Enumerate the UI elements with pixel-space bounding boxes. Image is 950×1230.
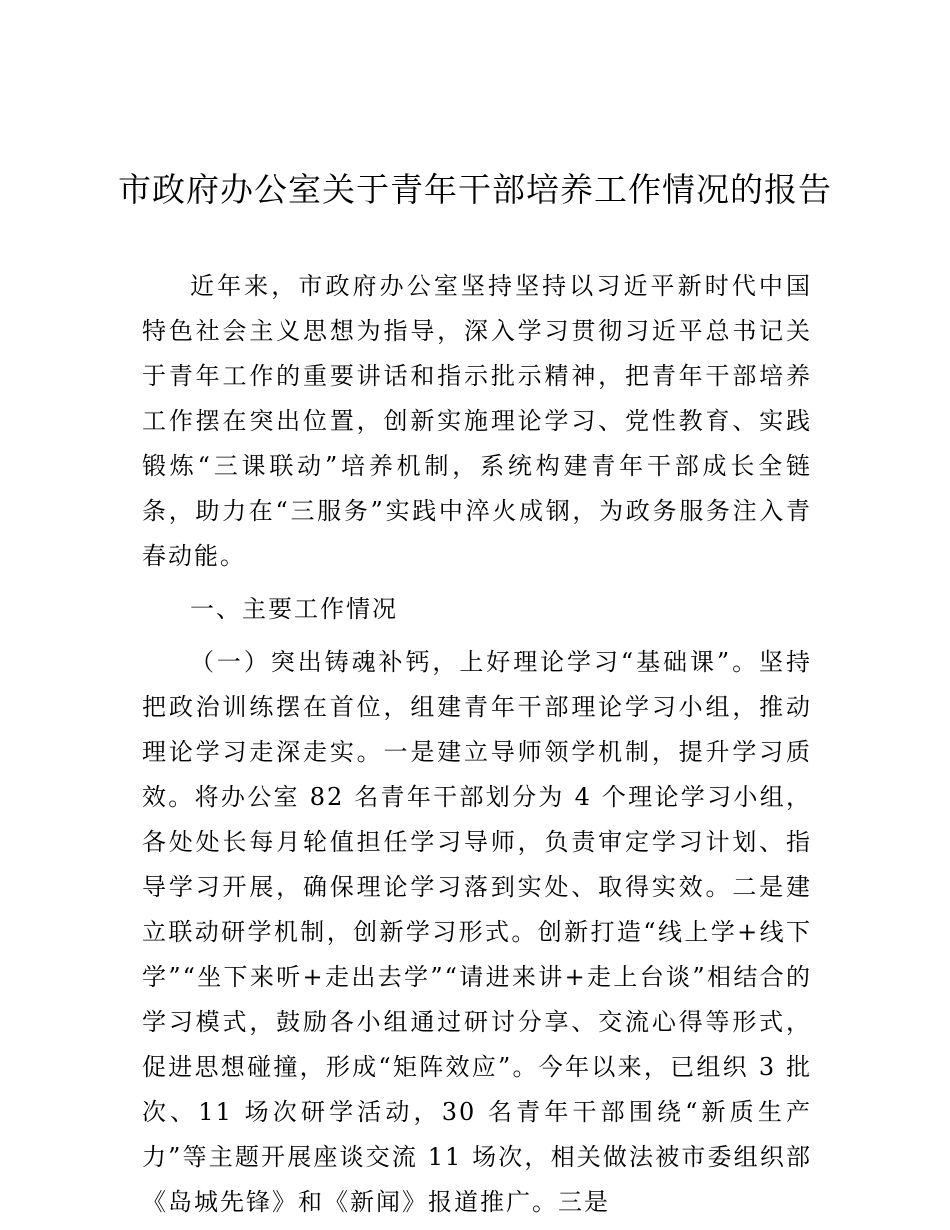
intro-paragraph: 近年来，市政府办公室坚持坚持以习近平新时代中国特色社会主义思想为指导，深入学习贯彻习近平总书记关于青年工作的重要讲话和指示批示精神，把青年干部培养工作摆在突出位置，创新实施理论学习、党性教育、实践锻炼“三课联动”培养机制，系统构建青年干部成长全链条，助力在“三服务”实践中淬火成钢，为政务服务注入青春动能。 <box>142 272 812 570</box>
document-title: 市政府办公室关于青年干部培养工作情况的报告 <box>118 170 832 209</box>
section-heading: 一、主要工作情况 <box>190 595 398 623</box>
document-body <box>142 264 812 1225</box>
subsection-paragraph: （一）突出铸魂补钙，上好理论学习“基础课”。坚持把政治训练摆在首位，组建青年干部理论学习小组，推动理论学习走深走实。一是建立导师领学机制，提升学习质效。将办公室 82 名青年干部划分为 4 个理论学习小组，各处处长每月轮值担任学习导师，负责审定学习计划、指导学习开展，确保理论学习落到实处、取得实效。二是建立联动研学机制，创新学习形式。创新打造“线上学+线下学”“坐下来听+走出去学”“请进来讲+走上台谈”相结合的学习模式，鼓励各小组通过研讨分享、交流心得等形式，促进思想碰撞，形成“矩阵效应”。今年以来，已组织 3 批次、11 场次研学活动，30 名青年干部围绕“新质生产力”等主题开展座谈交流 11 场次，相关做法被市委组织部《岛城先锋》和《新闻》报道推广。三是 <box>142 648 812 1216</box>
